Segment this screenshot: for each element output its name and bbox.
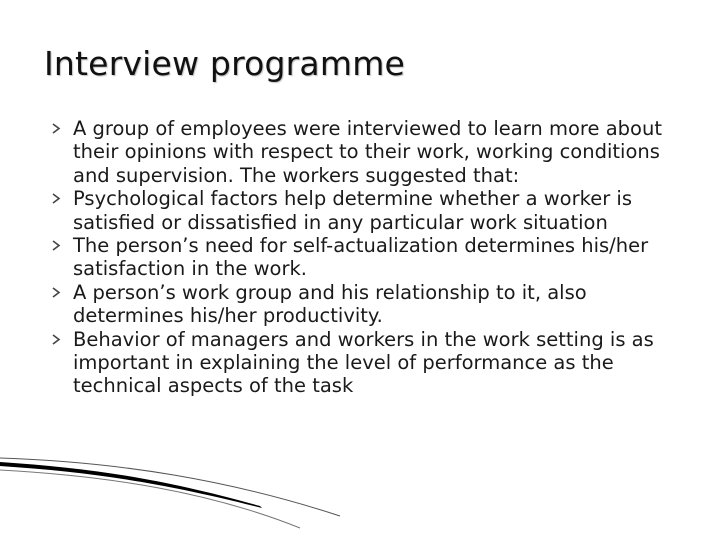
bullet-text: Psychological factors help determine whether a worker is satisfied or dissatisfied in any particular work situation xyxy=(73,187,633,234)
chevron-right-icon xyxy=(52,123,61,134)
bullet-item xyxy=(52,281,692,328)
bullet-text: A group of employees were interviewed to learn more about their opinions with respect to their work, working conditions and supervision. The workers suggested that: xyxy=(73,117,662,187)
bullet-text: A person’s work group and his relationship to it, also determines his/her productivity. xyxy=(73,280,587,328)
chevron-right-icon xyxy=(52,193,61,204)
bullet-item xyxy=(52,117,692,187)
chevron-right-icon xyxy=(52,334,61,345)
swoosh-line-thin-2 xyxy=(0,470,300,528)
bullet-text: Behavior of managers and workers in the work setting is as important in explaining the level of performance as the technical aspects of the task xyxy=(73,327,654,398)
chevron-right-icon xyxy=(52,240,61,251)
bullet-text: The person’s need for self-actualization determines his/her satisfaction in the work. xyxy=(73,234,649,281)
slide-title: Interview programme xyxy=(44,44,406,83)
bullet-item xyxy=(52,328,692,398)
bullet-item xyxy=(52,187,692,234)
chevron-right-icon xyxy=(52,287,61,298)
bullet-item xyxy=(52,234,692,281)
bullet-list xyxy=(52,117,692,398)
